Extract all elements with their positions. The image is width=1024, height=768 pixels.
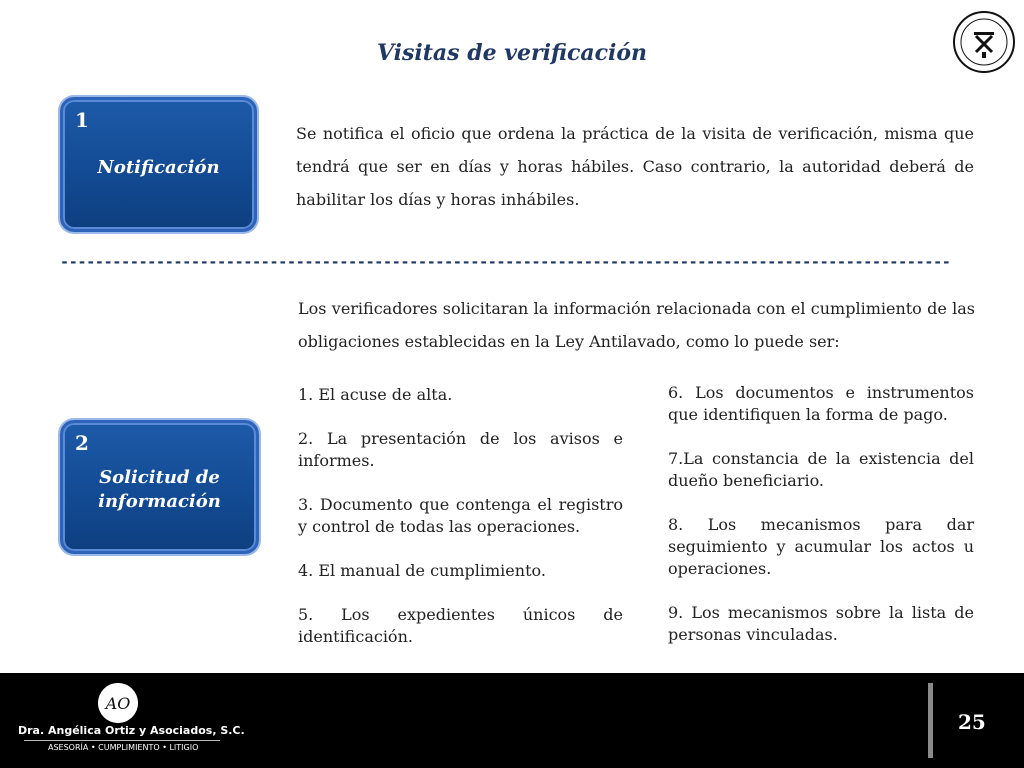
list-item: 1. El acuse de alta. bbox=[298, 385, 453, 404]
list-item: 2. La presentación de los avisos e informes. bbox=[298, 429, 623, 470]
list-item: 8. Los mecanismos para dar seguimiento y acumular los actos u operaciones. bbox=[668, 515, 974, 578]
step-1-description: Se notifica el oficio que ordena la práctica de la visita de verificación, misma que tendrá que ser en días y horas hábiles. Caso contrario, la autoridad deberá de habilitar los días y horas inhábiles. bbox=[296, 124, 974, 209]
firm-logo-letters: AO bbox=[105, 694, 131, 713]
step-1-number: 1 bbox=[75, 108, 89, 132]
firm-tagline: ASESORÍA • CUMPLIMIENTO • LITIGIO bbox=[48, 743, 199, 752]
step-2-label-line1: Solicitud de bbox=[99, 467, 220, 488]
step-1-box bbox=[60, 97, 257, 232]
step-2-label-line2: información bbox=[98, 491, 221, 512]
firm-name: Dra. Angélica Ortiz y Asociados, S.C. bbox=[18, 724, 245, 737]
step-2-label bbox=[63, 466, 256, 514]
step-2-intro: Los verificadores solicitaran la información relacionada con el cumplimiento de las obligaciones establecidas en la Ley Antilavado, como lo puede ser: bbox=[298, 299, 975, 351]
list-item: 4. El manual de cumplimiento. bbox=[298, 561, 546, 580]
firm-logo-icon bbox=[98, 683, 138, 723]
list-item: 7.La constancia de la existencia del dueño beneficiario. bbox=[668, 449, 974, 490]
list-item: 9. Los mecanismos sobre la lista de personas vinculadas. bbox=[668, 603, 974, 644]
requirements-left-column bbox=[298, 384, 623, 670]
slide-title: Visitas de verificación bbox=[376, 40, 648, 66]
seal-logo-icon bbox=[952, 10, 1016, 74]
footer-bar bbox=[0, 673, 1024, 768]
page-number: 25 bbox=[958, 710, 986, 734]
step-2-number: 2 bbox=[75, 431, 89, 455]
step-1-label: Notificación bbox=[97, 157, 220, 178]
list-item: 3. Documento que contenga el registro y control de todas las operaciones. bbox=[298, 495, 623, 536]
list-item: 6. Los documentos e instrumentos que identifiquen la forma de pago. bbox=[668, 383, 974, 424]
step-2-box bbox=[60, 420, 259, 554]
footer-separator bbox=[928, 683, 933, 758]
firm-underline bbox=[24, 740, 220, 741]
requirements-right-column bbox=[668, 382, 974, 668]
list-item: 5. Los expedientes únicos de identificación. bbox=[298, 605, 623, 646]
section-divider: ------------------------------------------------------------------------------------------------------ bbox=[60, 253, 951, 271]
